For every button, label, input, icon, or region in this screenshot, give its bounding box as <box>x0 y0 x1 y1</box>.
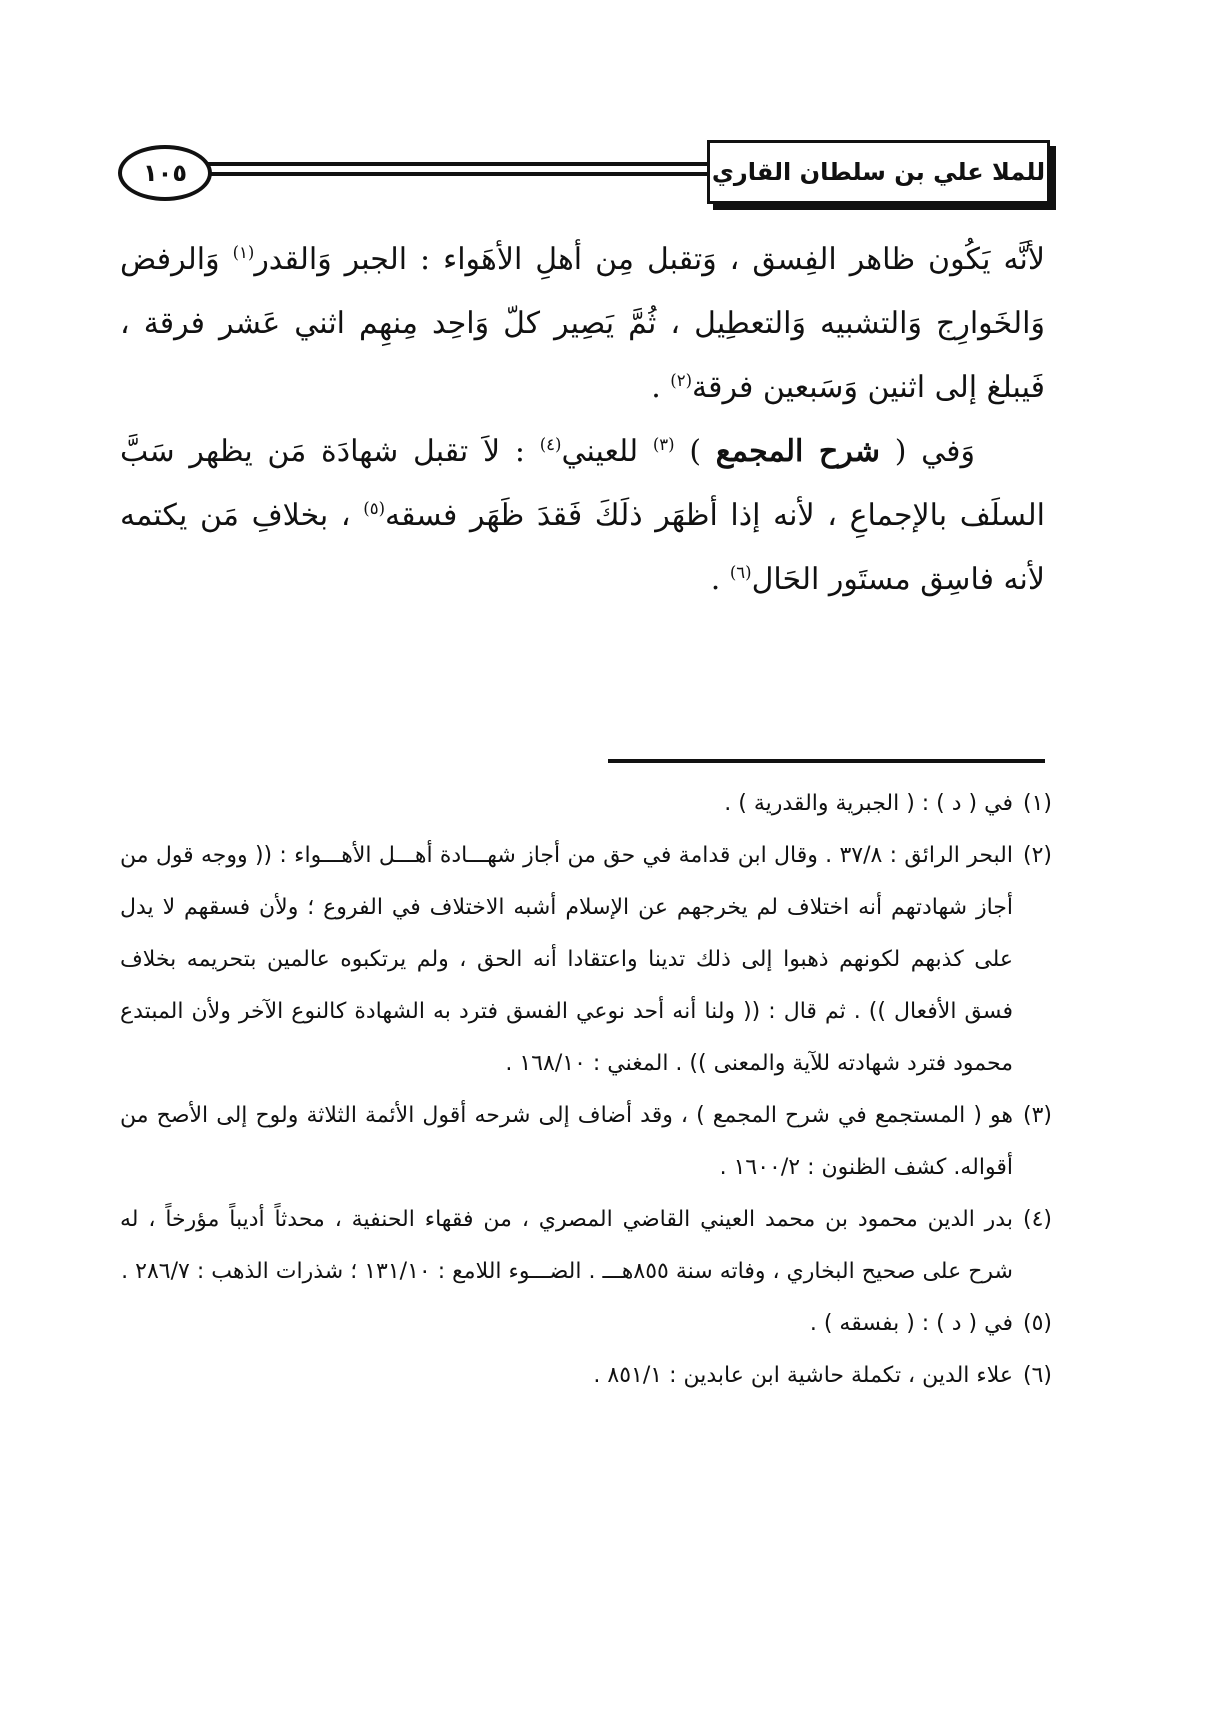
running-header: للملا علي بن سلطان القاري <box>707 140 1050 204</box>
text-run: ) <box>674 434 716 469</box>
footnote-separator <box>608 759 1045 763</box>
text-run: وَالرفض وَالخَوارِج وَالتشبيه وَالتعطِيل ، ثُمَّ يَصِير كلّ وَاحِد مِنهِم اثني عَشر فرقة ، فَيبلغ إلى اثنين وَسَبعين فرقة <box>120 242 1045 405</box>
text-run: : لاَ تقبل شهادَة مَن يظهر سَبَّ السلَف بالإجماعِ ، لأنه إذا أظهَر ذلَكَ فَقدَ ظَهَر فسقه <box>120 434 1045 533</box>
footnote-ref-3: (٣) <box>652 435 675 454</box>
footnote-number: (٦) <box>1022 1363 1052 1388</box>
footnote-5 <box>120 1298 1052 1350</box>
text-run: ، بخلافِ مَن يكتمه لأنه فاسِق مستَور الحَال <box>120 498 1045 597</box>
footnote-6 <box>120 1350 1052 1402</box>
footnote-ref-1: (١) <box>232 243 255 262</box>
footnote-4 <box>120 1194 1052 1298</box>
text-run: وَفي ( <box>880 434 976 469</box>
footnotes <box>120 778 1052 1402</box>
main-text <box>120 228 1045 612</box>
footnote-number: (٥) <box>1022 1311 1052 1336</box>
page-number: ١٠٥ <box>118 145 212 201</box>
footnote-number: (١) <box>1022 791 1052 816</box>
footnote-text: هو ( المستجمع في شرح المجمع ) ، وقد أضاف إلى شرحه أقول الأئمة الثلاثة ولوح إلى الأصح من أقواله. كشف الظنون : ١٦٠٠/٢ . <box>120 1103 1013 1180</box>
footnote-2 <box>120 830 1052 1090</box>
footnote-1 <box>120 778 1052 830</box>
footnote-ref-2: (٢) <box>670 371 693 390</box>
book-title: شرح المجمع <box>715 434 880 469</box>
footnote-ref-6: (٦) <box>729 563 752 582</box>
header-rule-top <box>190 162 710 166</box>
text-run: للعيني <box>561 434 653 469</box>
footnote-3 <box>120 1090 1052 1194</box>
text-run: . <box>710 562 730 597</box>
paragraph-2 <box>120 420 1045 612</box>
header-rule-bottom <box>190 172 710 176</box>
footnote-text: علاء الدين ، تكملة حاشية ابن عابدين : ٨٥١/١ . <box>593 1363 1013 1388</box>
text-run: لأنَّه يَكُون ظاهر الفِسق ، وَتقبل مِن أهلِ الأهَواء : الجبر وَالقدر <box>254 242 1045 277</box>
footnote-text: في ( د ) : ( بفسقه ) . <box>809 1311 1013 1336</box>
footnote-text: بدر الدين محمود بن محمد العيني القاضي المصري ، من فقهاء الحنفية ، محدثاً أديباً مؤرخاً ، له شرح على صحيح البخاري ، وفاته سنة ٨٥٥هـــ . الضـــوء اللامع : ١٣١/١٠ ؛ شذرات الذهب : ٢٨٦/٧ . <box>120 1207 1013 1284</box>
footnote-text: في ( د ) : ( الجبرية والقدرية ) . <box>724 791 1013 816</box>
footnote-number: (٤) <box>1022 1207 1052 1232</box>
footnote-number: (٣) <box>1022 1103 1052 1128</box>
paragraph-1 <box>120 228 1045 420</box>
text-run: . <box>651 370 671 405</box>
footnote-ref-5: (٥) <box>363 499 385 518</box>
footnote-ref-4: (٤) <box>539 435 562 454</box>
footnote-text: البحر الرائق : ٣٧/٨ . وقال ابن قدامة في حق من أجاز شهـــادة أهـــل الأهـــواء : (( ووجه قول من أجاز شهادتهم أنه اختلاف لم يخرجهم عن الإسلام أشبه الاختلاف في الفروع ؛ ولأن فسقهم لا يدل على كذبهم لكونهم ذهبوا إلى ذلك تدينا واعتقادا أنه الحق ، ولم يرتكبوه عالمين بتحريمه بخلاف فسق الأفعال )) . ثم قال : (( ولنا أنه أحد نوعي الفسق فترد به الشهادة كالنوع الآخر ولأن المبتدع محمود فترد شهادته للآية والمعنى )) . المغني : ١٦٨/١٠ . <box>120 843 1013 1076</box>
footnote-number: (٢) <box>1022 843 1052 868</box>
